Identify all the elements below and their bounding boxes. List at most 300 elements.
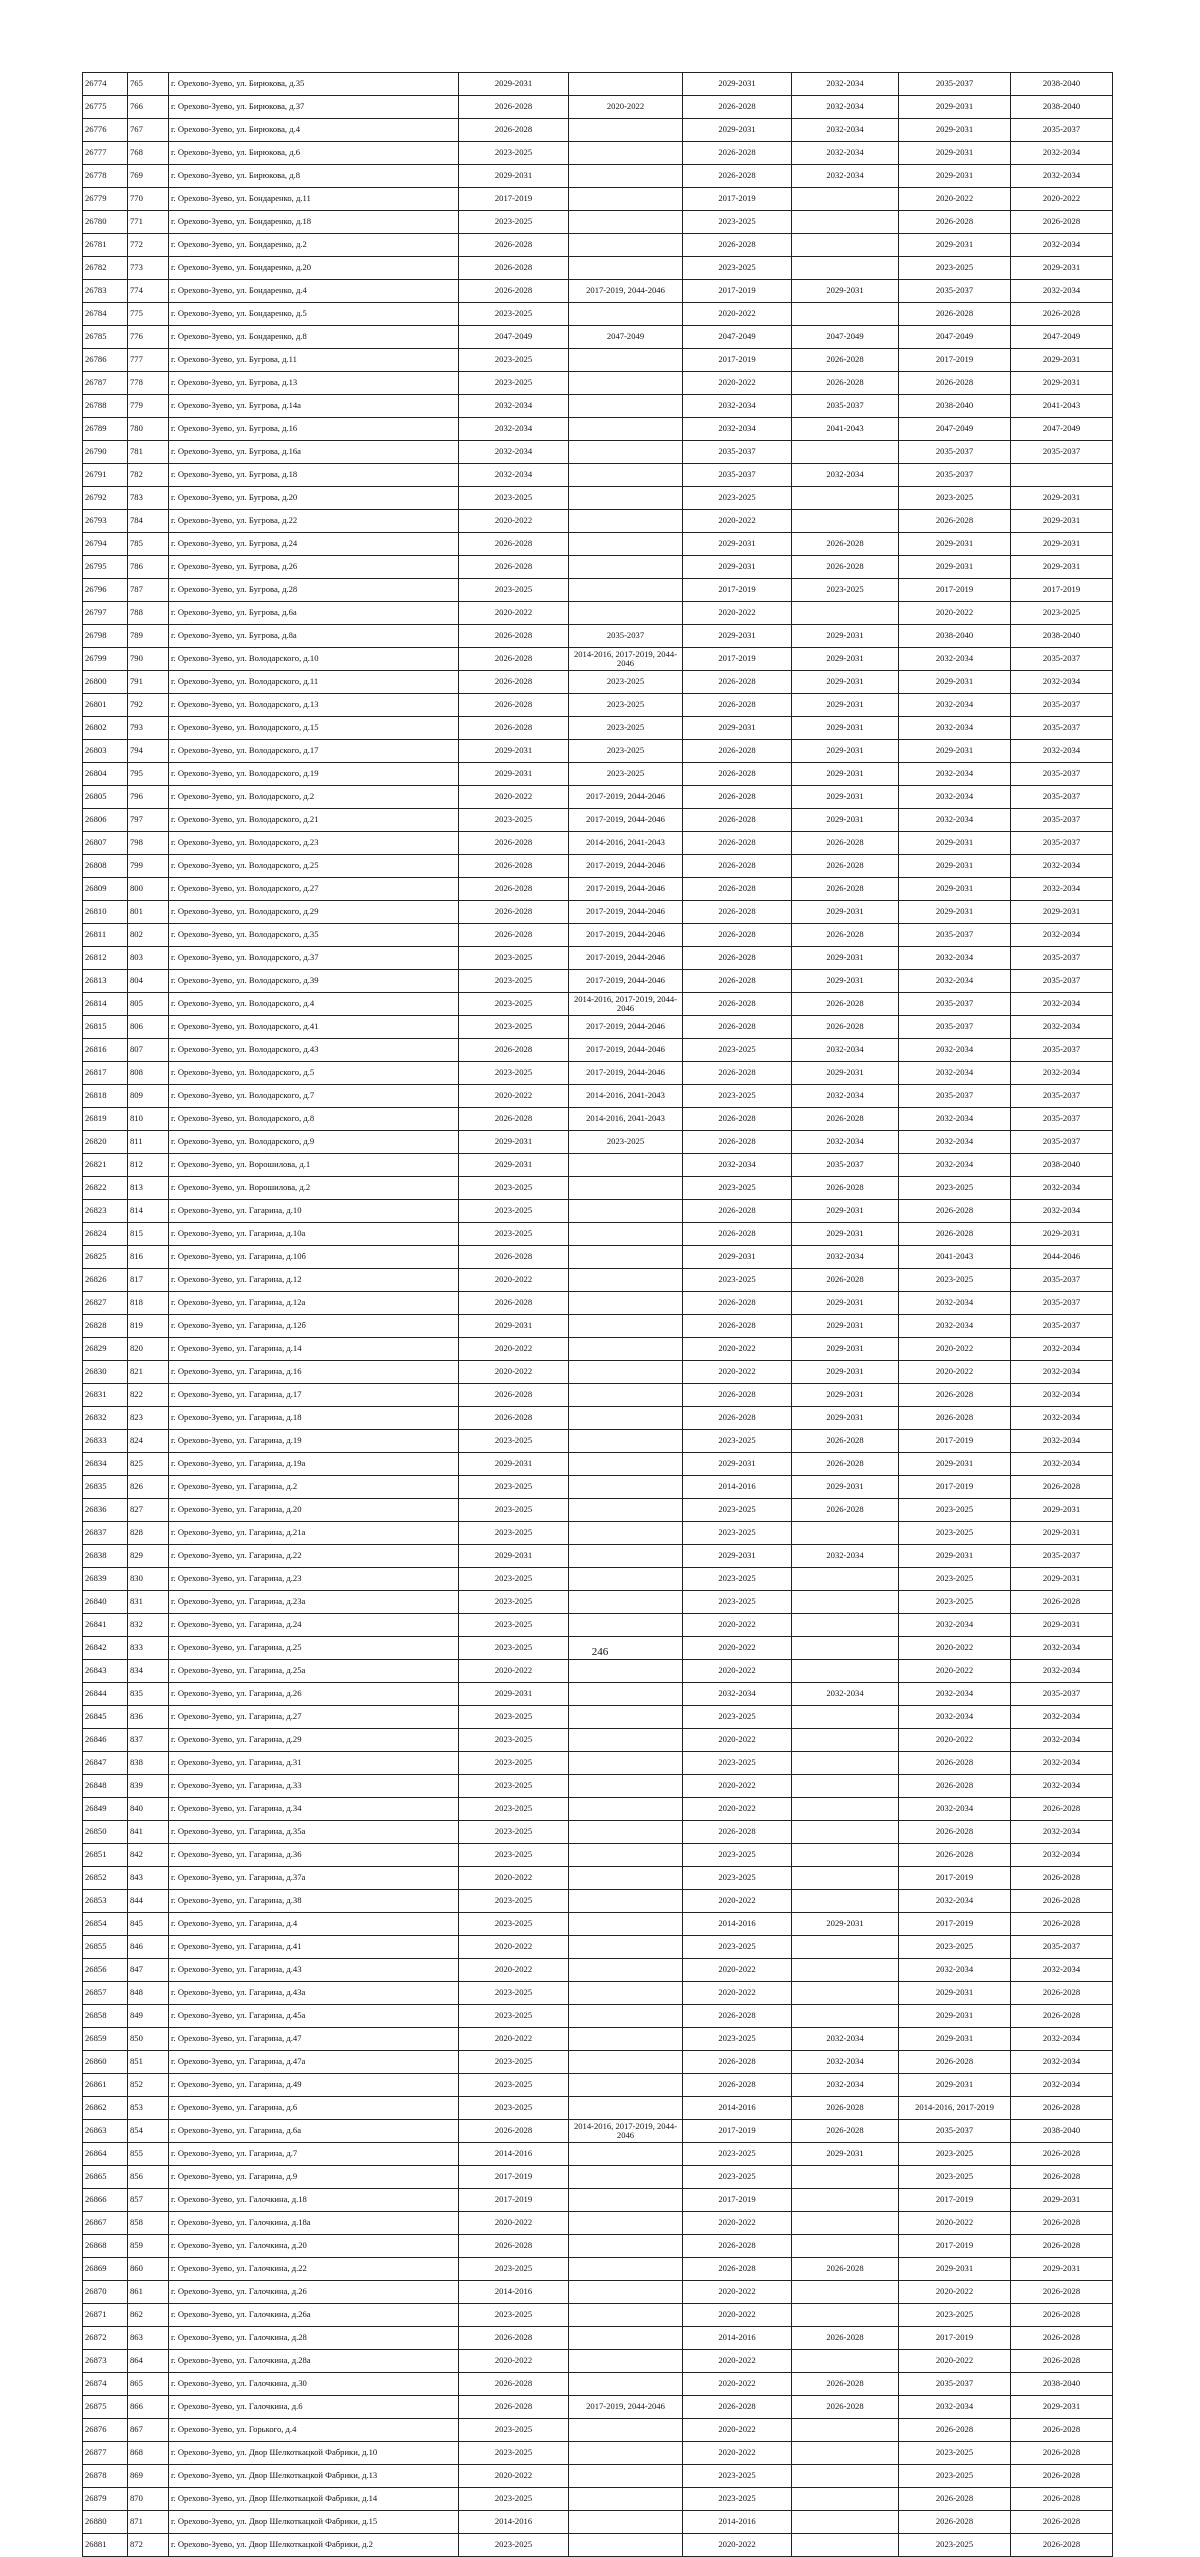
period-cell-4	[792, 2465, 899, 2488]
period-cell-3: 2032-2034	[683, 418, 792, 441]
period-cell-3: 2023-2025	[683, 2143, 792, 2166]
address-cell: г. Орехово-Зуево, ул. Гагарина, д.47	[169, 2028, 459, 2051]
period-cell-6: 2026-2028	[1011, 2419, 1113, 2442]
row-id-cell: 26831	[83, 1384, 128, 1407]
period-cell-6: 2029-2031	[1011, 372, 1113, 395]
address-cell: г. Орехово-Зуево, ул. Гагарина, д.31	[169, 1752, 459, 1775]
table-row	[83, 1131, 1113, 1154]
period-cell-2: 2014-2016, 2017-2019, 2044-2046	[569, 993, 683, 1016]
period-cell-3: 2026-2028	[683, 165, 792, 188]
row-number-cell: 818	[128, 1292, 169, 1315]
address-cell: г. Орехово-Зуево, ул. Володарского, д.11	[169, 671, 459, 694]
row-id-cell: 26810	[83, 901, 128, 924]
period-cell-6: 2017-2019	[1011, 579, 1113, 602]
period-cell-4: 2032-2034	[792, 165, 899, 188]
row-number-cell: 845	[128, 1913, 169, 1936]
period-cell-5: 2023-2025	[899, 1269, 1011, 1292]
row-number-cell: 815	[128, 1223, 169, 1246]
period-cell-3: 2017-2019	[683, 648, 792, 671]
period-cell-2: 2017-2019, 2044-2046	[569, 855, 683, 878]
table-row	[83, 1752, 1113, 1775]
row-id-cell: 26782	[83, 257, 128, 280]
period-cell-5: 2032-2034	[899, 648, 1011, 671]
period-cell-5: 2032-2034	[899, 1131, 1011, 1154]
address-cell: г. Орехово-Зуево, ул. Володарского, д.10	[169, 648, 459, 671]
period-cell-3: 2023-2025	[683, 1591, 792, 1614]
period-cell-1: 2020-2022	[459, 2212, 569, 2235]
period-cell-6: 2032-2034	[1011, 855, 1113, 878]
period-cell-1: 2032-2034	[459, 418, 569, 441]
period-cell-1: 2023-2025	[459, 2097, 569, 2120]
period-cell-3: 2017-2019	[683, 579, 792, 602]
period-cell-2	[569, 1453, 683, 1476]
address-cell: г. Орехово-Зуево, ул. Гагарина, д.43	[169, 1959, 459, 1982]
address-cell: г. Орехово-Зуево, ул. Бугрова, д.16а	[169, 441, 459, 464]
row-id-cell: 26819	[83, 1108, 128, 1131]
row-number-cell: 780	[128, 418, 169, 441]
period-cell-3: 2026-2028	[683, 2005, 792, 2028]
period-cell-2: 2017-2019, 2044-2046	[569, 809, 683, 832]
period-cell-3: 2047-2049	[683, 326, 792, 349]
period-cell-2	[569, 188, 683, 211]
period-cell-5: 2032-2034	[899, 1315, 1011, 1338]
period-cell-6: 2032-2034	[1011, 740, 1113, 763]
row-number-cell: 854	[128, 2120, 169, 2143]
address-cell: г. Орехово-Зуево, ул. Гагарина, д.45а	[169, 2005, 459, 2028]
table-row	[83, 2534, 1113, 2557]
period-cell-6: 2038-2040	[1011, 1154, 1113, 1177]
period-cell-4	[792, 1775, 899, 1798]
period-cell-6: 2026-2028	[1011, 1591, 1113, 1614]
address-cell: г. Орехово-Зуево, ул. Гагарина, д.20	[169, 1499, 459, 1522]
row-number-cell: 855	[128, 2143, 169, 2166]
period-cell-4: 2035-2037	[792, 395, 899, 418]
table-row	[83, 1568, 1113, 1591]
period-cell-3: 2023-2025	[683, 1085, 792, 1108]
period-cell-3: 2020-2022	[683, 1338, 792, 1361]
period-cell-1: 2014-2016	[459, 2511, 569, 2534]
address-cell: г. Орехово-Зуево, ул. Гагарина, д.25	[169, 1637, 459, 1660]
period-cell-5: 2029-2031	[899, 671, 1011, 694]
period-cell-4: 2026-2028	[792, 2258, 899, 2281]
period-cell-3: 2023-2025	[683, 1752, 792, 1775]
period-cell-2	[569, 2074, 683, 2097]
address-cell: г. Орехово-Зуево, ул. Бондаренко, д.11	[169, 188, 459, 211]
schedule-table	[82, 72, 1113, 2557]
row-id-cell: 26857	[83, 1982, 128, 2005]
row-id-cell: 26807	[83, 832, 128, 855]
period-cell-4: 2026-2028	[792, 2327, 899, 2350]
period-cell-4: 2026-2028	[792, 1269, 899, 1292]
table-row	[83, 211, 1113, 234]
row-number-cell: 819	[128, 1315, 169, 1338]
address-cell: г. Орехово-Зуево, ул. Гагарина, д.22	[169, 1545, 459, 1568]
period-cell-2	[569, 556, 683, 579]
period-cell-2	[569, 1200, 683, 1223]
row-number-cell: 847	[128, 1959, 169, 1982]
period-cell-2	[569, 1890, 683, 1913]
period-cell-3: 2026-2028	[683, 2235, 792, 2258]
period-cell-5: 2017-2019	[899, 2327, 1011, 2350]
period-cell-1: 2029-2031	[459, 1683, 569, 1706]
period-cell-5: 2029-2031	[899, 96, 1011, 119]
row-id-cell: 26801	[83, 694, 128, 717]
period-cell-1: 2026-2028	[459, 2396, 569, 2419]
address-cell: г. Орехово-Зуево, ул. Володарского, д.7	[169, 1085, 459, 1108]
table-row	[83, 2442, 1113, 2465]
table-row	[83, 349, 1113, 372]
period-cell-3: 2026-2028	[683, 924, 792, 947]
period-cell-4	[792, 2304, 899, 2327]
period-cell-5: 2035-2037	[899, 1016, 1011, 1039]
period-cell-1: 2032-2034	[459, 441, 569, 464]
row-id-cell: 26880	[83, 2511, 128, 2534]
period-cell-6: 2026-2028	[1011, 2511, 1113, 2534]
period-cell-4	[792, 2350, 899, 2373]
period-cell-4	[792, 2235, 899, 2258]
period-cell-6: 2032-2034	[1011, 2074, 1113, 2097]
period-cell-6: 2026-2028	[1011, 2166, 1113, 2189]
address-cell: г. Орехово-Зуево, ул. Гагарина, д.18	[169, 1407, 459, 1430]
period-cell-2	[569, 579, 683, 602]
period-cell-3: 2023-2025	[683, 2028, 792, 2051]
period-cell-4	[792, 487, 899, 510]
row-id-cell: 26863	[83, 2120, 128, 2143]
period-cell-5: 2029-2031	[899, 855, 1011, 878]
table-row	[83, 1913, 1113, 1936]
table-row	[83, 1384, 1113, 1407]
address-cell: г. Орехово-Зуево, ул. Володарского, д.37	[169, 947, 459, 970]
row-id-cell: 26795	[83, 556, 128, 579]
row-id-cell: 26791	[83, 464, 128, 487]
address-cell: г. Орехово-Зуево, ул. Володарского, д.35	[169, 924, 459, 947]
period-cell-1: 2023-2025	[459, 211, 569, 234]
period-cell-1: 2023-2025	[459, 1913, 569, 1936]
period-cell-6: 2035-2037	[1011, 717, 1113, 740]
row-id-cell: 26872	[83, 2327, 128, 2350]
period-cell-3: 2026-2028	[683, 970, 792, 993]
table-row	[83, 1476, 1113, 1499]
row-number-cell: 816	[128, 1246, 169, 1269]
period-cell-4	[792, 1821, 899, 1844]
table-row	[83, 2005, 1113, 2028]
row-number-cell: 787	[128, 579, 169, 602]
period-cell-5: 2026-2028	[899, 1407, 1011, 1430]
period-cell-4: 2026-2028	[792, 2120, 899, 2143]
period-cell-5: 2032-2034	[899, 786, 1011, 809]
period-cell-6: 2035-2037	[1011, 1936, 1113, 1959]
period-cell-4	[792, 1798, 899, 1821]
period-cell-4: 2023-2025	[792, 579, 899, 602]
period-cell-4	[792, 303, 899, 326]
period-cell-5: 2017-2019	[899, 1476, 1011, 1499]
period-cell-5: 2020-2022	[899, 2281, 1011, 2304]
period-cell-1: 2026-2028	[459, 2373, 569, 2396]
period-cell-3: 2026-2028	[683, 2396, 792, 2419]
table-row	[83, 1522, 1113, 1545]
row-id-cell: 26830	[83, 1361, 128, 1384]
table-row	[83, 993, 1113, 1016]
row-id-cell: 26800	[83, 671, 128, 694]
address-cell: г. Орехово-Зуево, ул. Гагарина, д.47а	[169, 2051, 459, 2074]
period-cell-6: 2032-2034	[1011, 142, 1113, 165]
period-cell-5: 2032-2034	[899, 1039, 1011, 1062]
period-cell-6: 2029-2031	[1011, 1568, 1113, 1591]
period-cell-3: 2014-2016	[683, 2327, 792, 2350]
address-cell: г. Орехово-Зуево, ул. Бугрова, д.6а	[169, 602, 459, 625]
row-number-cell: 794	[128, 740, 169, 763]
period-cell-1: 2023-2025	[459, 1752, 569, 1775]
row-id-cell: 26841	[83, 1614, 128, 1637]
period-cell-1: 2029-2031	[459, 1154, 569, 1177]
period-cell-4: 2029-2031	[792, 1476, 899, 1499]
row-number-cell: 833	[128, 1637, 169, 1660]
period-cell-2	[569, 142, 683, 165]
period-cell-5: 2032-2034	[899, 1292, 1011, 1315]
row-number-cell: 861	[128, 2281, 169, 2304]
period-cell-3: 2014-2016	[683, 1913, 792, 1936]
period-cell-5: 2026-2028	[899, 1752, 1011, 1775]
row-id-cell: 26853	[83, 1890, 128, 1913]
period-cell-3: 2032-2034	[683, 1154, 792, 1177]
row-number-cell: 867	[128, 2419, 169, 2442]
address-cell: г. Орехово-Зуево, ул. Бугрова, д.11	[169, 349, 459, 372]
period-cell-6: 2032-2034	[1011, 2028, 1113, 2051]
period-cell-3: 2020-2022	[683, 1660, 792, 1683]
row-id-cell: 26860	[83, 2051, 128, 2074]
period-cell-4: 2032-2034	[792, 1246, 899, 1269]
period-cell-2	[569, 165, 683, 188]
period-cell-5: 2020-2022	[899, 1361, 1011, 1384]
period-cell-3: 2014-2016	[683, 2511, 792, 2534]
period-cell-1: 2023-2025	[459, 1177, 569, 1200]
period-cell-1: 2023-2025	[459, 349, 569, 372]
table-row	[83, 1890, 1113, 1913]
row-id-cell: 26818	[83, 1085, 128, 1108]
period-cell-5: 2014-2016, 2017-2019	[899, 2097, 1011, 2120]
period-cell-2	[569, 1338, 683, 1361]
address-cell: г. Орехово-Зуево, ул. Гагарина, д.37а	[169, 1867, 459, 1890]
table-row	[83, 280, 1113, 303]
period-cell-1: 2023-2025	[459, 2074, 569, 2097]
row-id-cell: 26838	[83, 1545, 128, 1568]
period-cell-2	[569, 1614, 683, 1637]
period-cell-5: 2026-2028	[899, 2488, 1011, 2511]
period-cell-1: 2020-2022	[459, 1338, 569, 1361]
row-number-cell: 846	[128, 1936, 169, 1959]
period-cell-5: 2032-2034	[899, 1683, 1011, 1706]
table-row	[83, 2396, 1113, 2419]
period-cell-3: 2029-2031	[683, 1545, 792, 1568]
period-cell-5: 2029-2031	[899, 878, 1011, 901]
period-cell-2	[569, 1683, 683, 1706]
address-cell: г. Орехово-Зуево, ул. Гагарина, д.12б	[169, 1315, 459, 1338]
period-cell-2	[569, 1430, 683, 1453]
period-cell-5: 2032-2034	[899, 1706, 1011, 1729]
period-cell-4	[792, 2005, 899, 2028]
row-id-cell: 26821	[83, 1154, 128, 1177]
table-row	[83, 1453, 1113, 1476]
period-cell-1: 2029-2031	[459, 1315, 569, 1338]
row-number-cell: 824	[128, 1430, 169, 1453]
period-cell-3: 2026-2028	[683, 1315, 792, 1338]
period-cell-6: 2032-2034	[1011, 1016, 1113, 1039]
period-cell-6: 2026-2028	[1011, 2005, 1113, 2028]
period-cell-1: 2026-2028	[459, 533, 569, 556]
period-cell-3: 2020-2022	[683, 303, 792, 326]
period-cell-4	[792, 1522, 899, 1545]
period-cell-4: 2029-2031	[792, 1384, 899, 1407]
period-cell-5: 2041-2043	[899, 1246, 1011, 1269]
address-cell: г. Орехово-Зуево, ул. Володарского, д.25	[169, 855, 459, 878]
period-cell-2: 2014-2016, 2017-2019, 2044-2046	[569, 648, 683, 671]
table-row	[83, 1545, 1113, 1568]
period-cell-1: 2026-2028	[459, 1384, 569, 1407]
period-cell-1: 2023-2025	[459, 1476, 569, 1499]
row-number-cell: 765	[128, 73, 169, 96]
period-cell-2	[569, 1568, 683, 1591]
row-id-cell: 26797	[83, 602, 128, 625]
period-cell-5: 2038-2040	[899, 625, 1011, 648]
period-cell-2: 2023-2025	[569, 740, 683, 763]
row-number-cell: 841	[128, 1821, 169, 1844]
address-cell: г. Орехово-Зуево, ул. Гагарина, д.21а	[169, 1522, 459, 1545]
address-cell: г. Орехово-Зуево, ул. Гагарина, д.23	[169, 1568, 459, 1591]
period-cell-5: 2029-2031	[899, 2258, 1011, 2281]
period-cell-4: 2029-2031	[792, 786, 899, 809]
period-cell-1: 2026-2028	[459, 832, 569, 855]
period-cell-4: 2029-2031	[792, 1223, 899, 1246]
row-id-cell: 26806	[83, 809, 128, 832]
period-cell-2	[569, 119, 683, 142]
table-row	[83, 326, 1113, 349]
period-cell-2	[569, 1522, 683, 1545]
period-cell-6: 2032-2034	[1011, 924, 1113, 947]
row-number-cell: 825	[128, 1453, 169, 1476]
period-cell-4: 2032-2034	[792, 2051, 899, 2074]
period-cell-6: 2029-2031	[1011, 556, 1113, 579]
period-cell-4: 2026-2028	[792, 993, 899, 1016]
period-cell-4	[792, 234, 899, 257]
period-cell-3: 2023-2025	[683, 1844, 792, 1867]
period-cell-5: 2029-2031	[899, 533, 1011, 556]
period-cell-6: 2032-2034	[1011, 1062, 1113, 1085]
row-number-cell: 776	[128, 326, 169, 349]
period-cell-1: 2029-2031	[459, 740, 569, 763]
period-cell-3: 2020-2022	[683, 2350, 792, 2373]
table-row	[83, 1039, 1113, 1062]
address-cell: г. Орехово-Зуево, ул. Гагарина, д.16	[169, 1361, 459, 1384]
row-number-cell: 792	[128, 694, 169, 717]
row-id-cell: 26779	[83, 188, 128, 211]
row-number-cell: 766	[128, 96, 169, 119]
period-cell-6: 2032-2034	[1011, 1361, 1113, 1384]
period-cell-3: 2029-2031	[683, 1246, 792, 1269]
period-cell-6: 2032-2034	[1011, 1177, 1113, 1200]
period-cell-5: 2032-2034	[899, 694, 1011, 717]
period-cell-6: 2035-2037	[1011, 648, 1113, 671]
period-cell-4: 2029-2031	[792, 671, 899, 694]
row-number-cell: 808	[128, 1062, 169, 1085]
period-cell-1: 2026-2028	[459, 717, 569, 740]
period-cell-3: 2026-2028	[683, 2051, 792, 2074]
address-cell: г. Орехово-Зуево, ул. Гагарина, д.6а	[169, 2120, 459, 2143]
period-cell-5: 2035-2037	[899, 924, 1011, 947]
period-cell-5: 2029-2031	[899, 119, 1011, 142]
period-cell-5: 2023-2025	[899, 1177, 1011, 1200]
period-cell-6: 2038-2040	[1011, 73, 1113, 96]
period-cell-6: 2026-2028	[1011, 2304, 1113, 2327]
period-cell-5: 2020-2022	[899, 188, 1011, 211]
address-cell: г. Орехово-Зуево, ул. Бугрова, д.18	[169, 464, 459, 487]
period-cell-1: 2023-2025	[459, 1775, 569, 1798]
period-cell-4: 2029-2031	[792, 1200, 899, 1223]
period-cell-5: 2026-2028	[899, 1223, 1011, 1246]
address-cell: г. Орехово-Зуево, ул. Володарского, д.29	[169, 901, 459, 924]
period-cell-3: 2035-2037	[683, 441, 792, 464]
period-cell-1: 2023-2025	[459, 2488, 569, 2511]
row-number-cell: 859	[128, 2235, 169, 2258]
table-row	[83, 671, 1113, 694]
period-cell-5: 2017-2019	[899, 2235, 1011, 2258]
row-number-cell: 788	[128, 602, 169, 625]
period-cell-2: 2017-2019, 2044-2046	[569, 1016, 683, 1039]
period-cell-4: 2029-2031	[792, 717, 899, 740]
period-cell-6: 2032-2034	[1011, 1637, 1113, 1660]
period-cell-3: 2029-2031	[683, 73, 792, 96]
period-cell-2	[569, 303, 683, 326]
period-cell-1: 2020-2022	[459, 1085, 569, 1108]
table-row	[83, 257, 1113, 280]
table-row	[83, 142, 1113, 165]
row-id-cell: 26817	[83, 1062, 128, 1085]
row-id-cell: 26867	[83, 2212, 128, 2235]
row-number-cell: 822	[128, 1384, 169, 1407]
period-cell-3: 2026-2028	[683, 234, 792, 257]
row-id-cell: 26798	[83, 625, 128, 648]
row-number-cell: 770	[128, 188, 169, 211]
row-number-cell: 868	[128, 2442, 169, 2465]
period-cell-1: 2023-2025	[459, 372, 569, 395]
period-cell-6: 2047-2049	[1011, 418, 1113, 441]
period-cell-1: 2023-2025	[459, 487, 569, 510]
period-cell-1: 2023-2025	[459, 1200, 569, 1223]
period-cell-5: 2032-2034	[899, 947, 1011, 970]
row-number-cell: 844	[128, 1890, 169, 1913]
period-cell-5: 2032-2034	[899, 1154, 1011, 1177]
period-cell-6: 2026-2028	[1011, 1982, 1113, 2005]
row-number-cell: 806	[128, 1016, 169, 1039]
row-id-cell: 26816	[83, 1039, 128, 1062]
period-cell-6: 2032-2034	[1011, 1384, 1113, 1407]
period-cell-1: 2026-2028	[459, 625, 569, 648]
period-cell-3: 2023-2025	[683, 2488, 792, 2511]
period-cell-5: 2020-2022	[899, 602, 1011, 625]
period-cell-2	[569, 1660, 683, 1683]
table-row	[83, 395, 1113, 418]
row-id-cell: 26804	[83, 763, 128, 786]
period-cell-1: 2023-2025	[459, 1430, 569, 1453]
period-cell-2	[569, 1269, 683, 1292]
row-number-cell: 842	[128, 1844, 169, 1867]
address-cell: г. Орехово-Зуево, ул. Бондаренко, д.2	[169, 234, 459, 257]
row-id-cell: 26869	[83, 2258, 128, 2281]
period-cell-5: 2026-2028	[899, 303, 1011, 326]
row-number-cell: 802	[128, 924, 169, 947]
period-cell-4	[792, 1752, 899, 1775]
period-cell-4: 2029-2031	[792, 809, 899, 832]
period-cell-6: 2026-2028	[1011, 211, 1113, 234]
